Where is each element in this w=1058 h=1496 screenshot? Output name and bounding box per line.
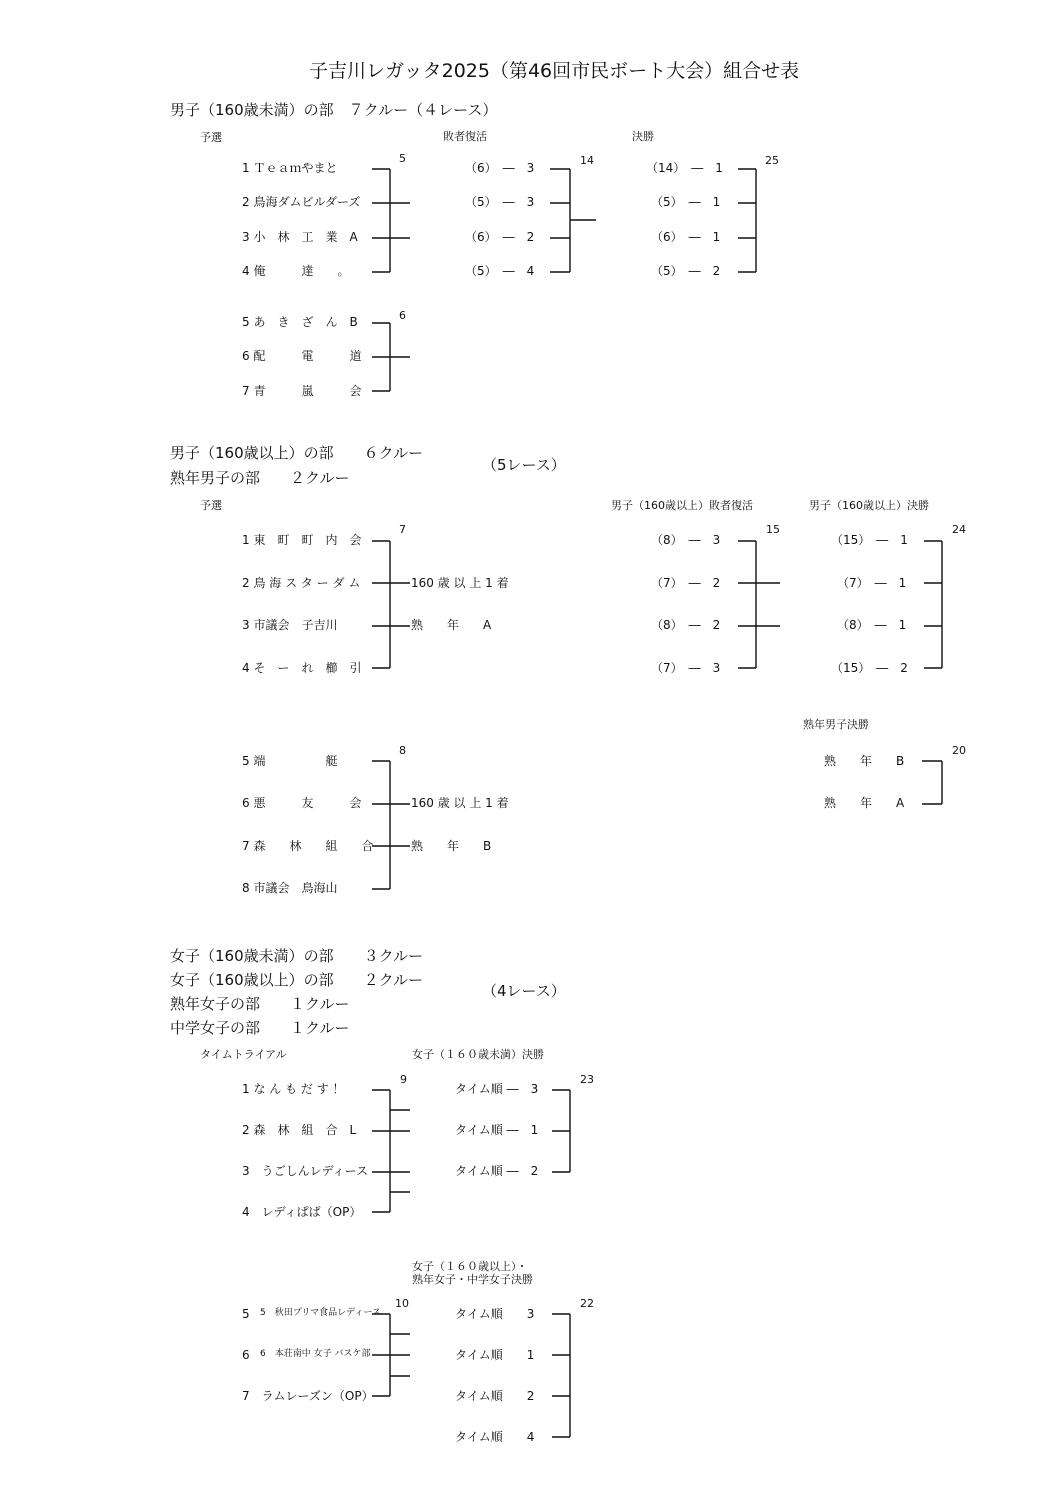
- bracket-race-23: [552, 1090, 570, 1172]
- crew-entry-num: 6: [242, 1348, 250, 1362]
- bracket-race-15: [738, 541, 780, 668]
- bracket-race-20: [922, 761, 942, 804]
- bracket-race-7: [372, 541, 410, 668]
- kessho-entry: （14） ― 1: [646, 161, 723, 175]
- section3-heading: 女子（160歳以上）の部 ２クルー: [170, 971, 424, 989]
- crew-entry: 4 そ ー れ 櫛 引: [242, 661, 362, 675]
- race-number: 7: [399, 523, 406, 536]
- bracket-race-8: [372, 761, 410, 889]
- kessho-entry: （15） ― 2: [831, 661, 908, 675]
- race-number: 24: [952, 523, 966, 536]
- section3-heading: 熟年女子の部 １クルー: [170, 995, 350, 1013]
- col-haisha-label: 男子（160歳以上）敗者復活: [611, 499, 753, 512]
- crew-entry: 4 レディぱぱ（OP）: [242, 1205, 362, 1219]
- page-title: 子吉川レガッタ2025（第46回市民ボート大会）組合せ表: [309, 60, 800, 82]
- kessho-entry: （5） ― 2: [651, 264, 721, 278]
- crew-entry: 1 な ん も だ す ！: [242, 1082, 345, 1096]
- race-number: 6: [399, 309, 406, 322]
- race-count: （4レース）: [482, 982, 566, 1000]
- col-yosen-label: 予選: [200, 499, 222, 512]
- col-kessho-label: 男子（160歳以上）決勝: [809, 499, 929, 512]
- col-kessho-label: 決勝: [632, 130, 654, 143]
- race-number: 15: [766, 523, 780, 536]
- bracket-race-5: [372, 169, 410, 272]
- final-b-entry: タイム順 4: [455, 1430, 535, 1444]
- crew-entry: 3 うごしんレディース: [242, 1164, 369, 1178]
- crew-entry: 2 森 林 組 合 L: [242, 1123, 357, 1137]
- race-number: 22: [580, 1297, 594, 1310]
- final-a-entry: タイム順 ― 1: [455, 1123, 539, 1137]
- race-count: （5レース）: [482, 456, 566, 474]
- final-a-entry: タイム順 ― 3: [455, 1082, 539, 1096]
- advance-label: 160 歳 以 上 1 着: [411, 796, 509, 810]
- bracket-race-10: [372, 1314, 410, 1396]
- final-b-entry: タイム順 2: [455, 1389, 535, 1403]
- section2-heading: 男子（160歳以上）の部 ６クルー: [170, 444, 424, 462]
- kessho-entry: （6） ― 1: [651, 230, 721, 244]
- race-number: 14: [580, 154, 594, 167]
- advance-label: 熟 年 A: [411, 618, 492, 632]
- final-a-entry: タイム順 ― 2: [455, 1164, 539, 1178]
- col-final-a-label: 女子（１６０歳未満）決勝: [412, 1048, 544, 1061]
- crew-entry: 5 端 艇: [242, 754, 338, 768]
- col-haisha-label: 敗者復活: [443, 130, 487, 143]
- final-b-entry: タイム順 1: [455, 1348, 535, 1362]
- crew-entry: 3 市議会 子吉川: [242, 618, 338, 632]
- race-number: 25: [765, 154, 779, 167]
- col-yosen-label: 予選: [200, 131, 222, 144]
- section3-heading: 女子（160歳未満）の部 ３クルー: [170, 947, 424, 965]
- section1-heading: 男子（160歳未満）の部 ７クルー（４レース）: [170, 101, 498, 119]
- crew-entry: 2 鳥海ダムビルダーズ: [242, 195, 361, 209]
- bracket-race-9: [372, 1090, 410, 1212]
- crew-entry: 2 鳥 海 ス タ ー ダ ム: [242, 576, 361, 590]
- crew-entry: 1 Ｔｅａｍやまと: [242, 161, 338, 175]
- bracket-race-22: [552, 1314, 570, 1437]
- kessho-entry: （5） ― 1: [651, 195, 721, 209]
- haisha-entry: （8） ― 2: [651, 618, 721, 632]
- crew-entry: 3 小 林 工 業 A: [242, 230, 358, 244]
- crew-entry: 7 ラムレーズン（OP）: [242, 1389, 374, 1403]
- crew-entry: 7 青 嵐 会: [242, 384, 362, 398]
- crew-entry-num: 5: [242, 1307, 250, 1321]
- crew-entry: 6 配 電 道: [242, 349, 362, 363]
- haisha-entry: （6） ― 2: [465, 230, 535, 244]
- race-number: 23: [580, 1073, 594, 1086]
- haisha-entry: （7） ― 3: [651, 661, 721, 675]
- race-number: 10: [395, 1297, 409, 1310]
- jukunen-entry: 熟 年 B: [824, 754, 905, 768]
- haisha-entry: （8） ― 3: [651, 533, 721, 547]
- bracket-race-25: [738, 169, 756, 272]
- crew-entry: 4 俺 達 。: [242, 264, 350, 278]
- jukunen-entry: 熟 年 A: [824, 796, 905, 810]
- haisha-entry: （6） ― 3: [465, 161, 535, 175]
- crew-entry: 6 悪 友 会: [242, 796, 362, 810]
- section2-heading: 熟年男子の部 ２クルー: [170, 469, 350, 487]
- final-b-entry: タイム順 3: [455, 1307, 535, 1321]
- crew-entry: 6 本荘南中 女子 バスケ部: [260, 1349, 371, 1359]
- jukunen-final-heading: 熟年男子決勝: [803, 718, 869, 731]
- col-final-b-label: 女子（１６０歳以上）・ 熟年女子・中学女子決勝: [412, 1260, 533, 1286]
- crew-entry: 7 森 林 組 合: [242, 839, 374, 853]
- race-number: 9: [400, 1073, 407, 1086]
- bracket-race-14: [550, 169, 596, 272]
- advance-label: 160 歳 以 上 1 着: [411, 576, 509, 590]
- race-number: 20: [952, 744, 966, 757]
- race-number: 8: [399, 744, 406, 757]
- haisha-entry: （5） ― 3: [465, 195, 535, 209]
- section3-heading: 中学女子の部 １クルー: [170, 1019, 350, 1037]
- crew-entry: 5 あ き ざ ん B: [242, 315, 358, 329]
- advance-label: 熟 年 B: [411, 839, 492, 853]
- col-timetrial-label: タイムトライアル: [200, 1048, 287, 1061]
- haisha-entry: （5） ― 4: [465, 264, 535, 278]
- kessho-entry: （7） ― 1: [837, 576, 907, 590]
- haisha-entry: （7） ― 2: [651, 576, 721, 590]
- bracket-race-24: [924, 541, 942, 668]
- crew-entry: 1 東 町 町 内 会: [242, 533, 362, 547]
- kessho-entry: （15） ― 1: [831, 533, 908, 547]
- race-number: 5: [399, 152, 406, 165]
- kessho-entry: （8） ― 1: [837, 618, 907, 632]
- crew-entry: 8 市議会 鳥海山: [242, 881, 338, 895]
- bracket-race-6: [372, 323, 410, 391]
- crew-entry: 5 秋田プリマ食品レディース: [260, 1308, 382, 1318]
